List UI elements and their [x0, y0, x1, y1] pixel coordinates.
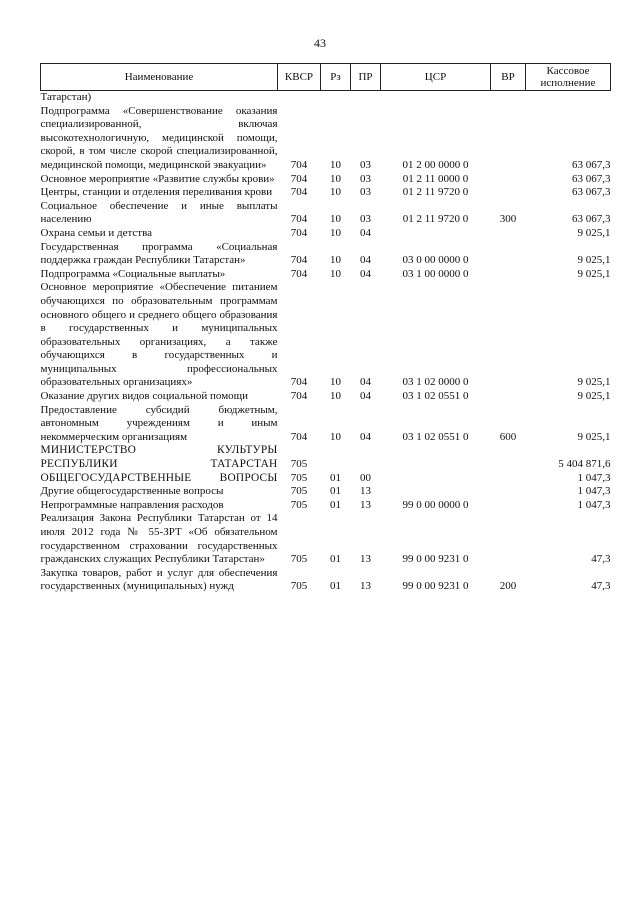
cell-amount: 9 025,1: [577, 390, 611, 403]
cell-vr: [491, 91, 526, 105]
cell-amount: 63 067,3: [572, 213, 611, 226]
table-row: [41, 499, 611, 513]
cell-pr: 13: [360, 553, 371, 566]
cell-csr: [381, 91, 491, 105]
column-header-vr: ВР: [491, 64, 526, 91]
cell-name: Непрограммные направления расходов: [40, 498, 224, 511]
cell-vr: [491, 472, 526, 486]
cell-name: Государственная программа «Социальная поддержка граждан Республики Татарстан»: [40, 240, 278, 267]
cell-name: Другие общегосударственные вопросы: [40, 485, 224, 498]
cell-kvsr: 704: [290, 430, 308, 443]
table-row: [41, 472, 611, 486]
column-header-rz: Рз: [321, 64, 351, 91]
cell-name: Подпрограмма «Совершенствование оказания специализированной, включая высокотехнологичную, медицинской помощи, скорой, в том числе скорой специализированной, медицинской помощи, медицинской эвакуации»: [40, 104, 278, 171]
cell-name: Социальное обеспечение и иные выплаты населению: [40, 199, 278, 226]
cell-pr: 04: [360, 226, 371, 239]
table-row: [41, 404, 611, 445]
cell-amount: 63 067,3: [572, 186, 611, 199]
cell-csr: 03 1 00 0000 0: [402, 267, 469, 280]
cell-csr: 01 2 00 0000 0: [402, 158, 469, 171]
cell-kvsr: 704: [290, 186, 308, 199]
cell-vr: [491, 227, 526, 241]
cell-amount: [526, 91, 611, 105]
cell-rz: 01: [330, 471, 341, 484]
budget-table: [40, 63, 611, 594]
cell-vr: [491, 186, 526, 200]
cell-pr: [351, 91, 381, 105]
cell-amount: 63 067,3: [572, 158, 611, 171]
cell-rz: 10: [330, 254, 341, 267]
cell-kvsr: 704: [290, 172, 308, 185]
cell-rz: 01: [330, 498, 341, 511]
cell-vr: [491, 512, 526, 566]
cell-pr: 00: [360, 471, 371, 484]
cell-name: Татарстан): [40, 91, 92, 103]
cell-csr: 03 0 00 0000 0: [402, 254, 469, 267]
cell-pr: 03: [360, 186, 371, 199]
cell-csr: 01 2 11 0000 0: [402, 172, 469, 185]
cell-vr: 600: [499, 430, 517, 443]
cell-pr: [351, 444, 381, 471]
cell-pr: 13: [360, 580, 371, 593]
cell-pr: 03: [360, 158, 371, 171]
cell-kvsr: 704: [290, 267, 308, 280]
cell-amount: 63 067,3: [572, 172, 611, 185]
table-row: [41, 512, 611, 566]
table-row: [41, 268, 611, 282]
column-header-pr: ПР: [351, 64, 381, 91]
cell-rz: 01: [330, 580, 341, 593]
cell-rz: 10: [330, 267, 341, 280]
column-header-amount: Кассовое исполнение: [526, 64, 611, 91]
cell-vr: [491, 499, 526, 513]
cell-amount: 9 025,1: [577, 226, 611, 239]
cell-name: Предоставление субсидий бюджетным, автономным учреждениям и иным некоммерческим организациям: [40, 403, 278, 443]
cell-name: Основное мероприятие «Развитие службы крови»: [40, 172, 275, 185]
cell-name: Центры, станции и отделения переливания крови: [40, 186, 273, 199]
table-row: [41, 241, 611, 268]
cell-pr: 04: [360, 390, 371, 403]
cell-rz: 10: [330, 186, 341, 199]
cell-amount: 9 025,1: [577, 430, 611, 443]
cell-csr: 99 0 00 0000 0: [402, 498, 469, 511]
cell-rz: 10: [330, 430, 341, 443]
cell-kvsr: 704: [290, 376, 308, 389]
cell-name: Закупка товаров, работ и услуг для обеспечения государственных (муниципальных) нужд: [40, 566, 278, 593]
cell-rz: 10: [330, 376, 341, 389]
cell-kvsr: 705: [290, 471, 308, 484]
cell-pr: 13: [360, 498, 371, 511]
cell-amount: 5 404 871,6: [558, 458, 611, 471]
cell-pr: 04: [360, 267, 371, 280]
cell-kvsr: 705: [290, 458, 308, 471]
cell-vr: [491, 390, 526, 404]
cell-rz: 01: [330, 485, 341, 498]
cell-vr: [491, 241, 526, 268]
cell-kvsr: [278, 91, 321, 105]
cell-kvsr: 704: [290, 158, 308, 171]
cell-kvsr: 705: [290, 553, 308, 566]
column-header-kvsr: КВСР: [278, 64, 321, 91]
cell-amount: 9 025,1: [577, 267, 611, 280]
cell-name: Основное мероприятие «Обеспечение питанием обучающихся по образовательным программам основного общего и среднего общего образования в государственных и муниципальных образовательных организациях, а также обучающихся в государственных и муниципальных профессиональных образовательных организациях»: [40, 281, 278, 389]
cell-rz: 10: [330, 226, 341, 239]
cell-rz: 01: [330, 553, 341, 566]
cell-pr: 04: [360, 376, 371, 389]
cell-csr: 03 1 02 0551 0: [402, 390, 469, 403]
cell-vr: [491, 444, 526, 471]
cell-rz: 10: [330, 213, 341, 226]
cell-name: Реализация Закона Республики Татарстан от 14 июля 2012 года № 55-ЗРТ «Об обязательном государственном страховании государственных гражданских служащих Республики Татарстан»: [40, 512, 278, 566]
cell-amount: 9 025,1: [577, 376, 611, 389]
cell-csr: [381, 444, 491, 471]
cell-amount: 47,3: [591, 580, 611, 593]
cell-name: Подпрограмма «Социальные выплаты»: [40, 267, 226, 280]
cell-kvsr: 704: [290, 213, 308, 226]
page-number: 43: [314, 36, 326, 50]
cell-amount: 47,3: [591, 553, 611, 566]
cell-csr: 01 2 11 9720 0: [402, 213, 469, 226]
cell-rz: 10: [330, 158, 341, 171]
cell-name: ОБЩЕГОСУДАРСТВЕННЫЕ ВОПРОСЫ: [40, 471, 278, 484]
cell-rz: 10: [330, 172, 341, 185]
column-header-name: Наименование: [41, 64, 278, 91]
cell-pr: 04: [360, 430, 371, 443]
table-row: [41, 200, 611, 227]
table-row: [41, 227, 611, 241]
cell-vr: [491, 105, 526, 173]
cell-csr: [381, 485, 491, 499]
table-row: [41, 105, 611, 173]
cell-rz: [321, 91, 351, 105]
cell-vr: 200: [499, 580, 517, 593]
cell-name: МИНИСТЕРСТВО КУЛЬТУРЫ РЕСПУБЛИКИ ТАТАРСТАН: [40, 444, 278, 471]
cell-rz: 10: [330, 390, 341, 403]
table-row: [41, 444, 611, 471]
cell-kvsr: 705: [290, 485, 308, 498]
cell-name: Охрана семьи и детства: [40, 226, 153, 239]
table-row: [41, 186, 611, 200]
cell-csr: [381, 472, 491, 486]
cell-kvsr: 704: [290, 254, 308, 267]
cell-pr: 13: [360, 485, 371, 498]
cell-pr: 03: [360, 172, 371, 185]
cell-csr: 99 0 00 9231 0: [402, 580, 469, 593]
cell-csr: 03 1 02 0000 0: [402, 376, 469, 389]
cell-kvsr: 705: [290, 498, 308, 511]
cell-amount: 1 047,3: [577, 471, 611, 484]
column-header-csr: ЦСР: [381, 64, 491, 91]
table-row: [41, 281, 611, 390]
table-row: [41, 390, 611, 404]
cell-pr: 03: [360, 213, 371, 226]
cell-vr: [491, 173, 526, 187]
table-row: [41, 567, 611, 594]
cell-amount: 1 047,3: [577, 498, 611, 511]
cell-amount: 1 047,3: [577, 485, 611, 498]
cell-vr: [491, 268, 526, 282]
cell-kvsr: 704: [290, 390, 308, 403]
cell-name: Оказание других видов социальной помощи: [40, 390, 249, 403]
cell-csr: 03 1 02 0551 0: [402, 430, 469, 443]
cell-rz: [321, 444, 351, 471]
cell-vr: 300: [499, 213, 517, 226]
table-row: [41, 173, 611, 187]
table-row: [41, 91, 611, 105]
table-row: [41, 485, 611, 499]
cell-csr: [381, 227, 491, 241]
cell-amount: 9 025,1: [577, 254, 611, 267]
cell-csr: 01 2 11 9720 0: [402, 186, 469, 199]
cell-pr: 04: [360, 254, 371, 267]
cell-vr: [491, 281, 526, 390]
cell-csr: 99 0 00 9231 0: [402, 553, 469, 566]
table-header-row: [41, 64, 611, 91]
cell-vr: [491, 485, 526, 499]
cell-kvsr: 705: [290, 580, 308, 593]
cell-kvsr: 704: [290, 226, 308, 239]
